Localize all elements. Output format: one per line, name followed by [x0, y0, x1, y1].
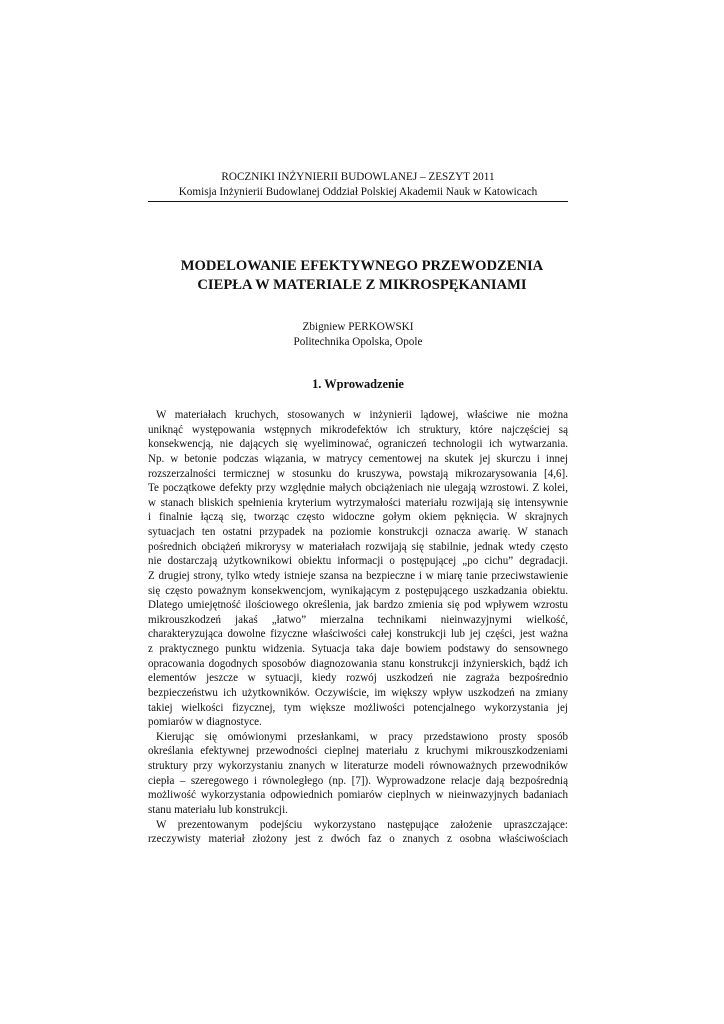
text-line: rozszerzalności termicznej w stosunku do kruszywa, powstają mikrozarysowania [4,6].: [148, 467, 568, 480]
paragraph: [148, 730, 568, 818]
journal-header: [148, 170, 568, 199]
text-line: możliwość wykorzystania odpowiednich pomiarów cieplnych w nieinwazyjnych badaniach: [148, 789, 568, 802]
paper-title: [120, 257, 604, 295]
body-text: [148, 408, 568, 847]
text-line: pośrednich obciążeń mikrorysy w materiałach rozwijają się stabilnie, jednak wtedy często: [148, 540, 568, 553]
text-line: stanu materiału lub konstrukcji.: [148, 803, 288, 816]
text-line: sytuacjach ten ostatni przypadek na poziomie konstrukcji oznacza awarię. W stanach: [148, 526, 568, 538]
text-line: konsekwencją, nie dających się wyeliminować, ograniczeń technologii ich wytwarzania.: [148, 438, 568, 451]
text-line: się często poważnym konsekwencjom, wynikającym z postępującego uszkadzania obiektu.: [148, 584, 568, 597]
text-line: z praktycznego punktu widzenia. Sytuacja taka daje bowiem podstawy do sensownego: [148, 643, 568, 655]
text-line: Kierując się omówionymi przesłankami, w pracy przedstawiono prosty sposób: [156, 730, 568, 743]
text-line: struktury przy wykorzystaniu znanych w literaturze modeli równoważnych przewodników: [148, 760, 568, 772]
section-heading: 1. Wprowadzenie: [312, 377, 404, 391]
author-affiliation: Politechnika Opolska, Opole: [293, 335, 423, 348]
text-line: w stanach bliskich spełnienia kryterium wytrzymałości materiału rozwijają się intensywnie: [148, 496, 568, 509]
text-line: i finalnie łączą się, tworząc często widoczne gołym okiem pęknięcia. W skrajnych: [148, 511, 568, 524]
author-name: Zbigniew PERKOWSKI: [302, 321, 414, 333]
text-line: mikrouszkodzeń jakaś „łatwo” mierzalna technikami nieinwazyjnymi wielkość,: [148, 613, 568, 626]
paper-title-line-1: MODELOWANIE EFEKTYWNEGO PRZEWODZENIA: [180, 258, 544, 274]
journal-publisher: Komisja Inżynierii Budowlanej Oddział Polskiej Akademii Nauk w Katowicach: [178, 185, 538, 198]
text-line: rzeczywisty materiał złożony jest z dwóch faz o znanych z osobna właściwościach: [148, 833, 568, 846]
text-line: pomiarów w diagnostyce.: [148, 716, 262, 729]
journal-title: ROCZNIKI INŻYNIERII BUDOWLANEJ – ZESZYT 2011: [221, 171, 495, 183]
text-line: Te początkowe defekty przy względnie małych obciążeniach nie ulegają wzrostowi. Z kolei,: [148, 482, 568, 495]
text-line: Dlatego umiejętność ilościowego określenia, jak bardzo zmienia się pod wpływem wzrostu: [148, 599, 568, 612]
header-rule: [148, 201, 568, 202]
text-line: elementów jeszcze w sytuacji, kiedy rozwój uszkodzeń nie zagraża bezpośrednio: [148, 672, 568, 685]
paper-title-line-2: CIEPŁA W MATERIALE Z MIKROSPĘKANIAMI: [197, 277, 527, 293]
text-line: W prezentowanym podejściu wykorzystano następujące założenie upraszczające:: [156, 818, 568, 831]
text-line: opracowania dogodnych sposobów diagnozowania stanu konstrukcji inżynierskich, bądź ich: [148, 657, 568, 670]
paragraph: [148, 408, 568, 730]
paragraph: [148, 818, 568, 847]
text-line: W materiałach kruchych, stosowanych w inżynierii lądowej, właściwe nie można: [156, 409, 568, 421]
text-line: Z drugiej strony, tylko wtedy istnieje szansa na bezpieczne i w miarę tanie przeciwstawienie: [148, 569, 568, 582]
author-block: [148, 320, 568, 349]
text-line: bezpieczeństwu ich użytkowników. Oczywiście, im większy wpływ uszkodzeń na zmiany: [148, 686, 568, 699]
text-line: uniknąć występowania wstępnych mikrodefektów ich struktury, które najczęściej są: [148, 423, 568, 436]
text-line: Np. w betonie podczas wiązania, w matrycy cementowej na skutek jej skurczu i innej: [148, 452, 568, 465]
text-line: nie dostarczają użytkownikowi obiektu informacji o postępującej „po cichu” degradacji.: [148, 555, 568, 568]
text-line: charakteryzująca dowolne fizyczne właściwości całej konstrukcji lub jej części, jest ważna: [148, 628, 568, 641]
text-line: określania efektywnej przewodności cieplnej materiału z kruchymi mikrouszkodzeniami: [148, 745, 568, 758]
text-line: takiej wielkości fizycznej, tym większe możliwości potencjalnego wykorzystania jej: [148, 701, 568, 714]
text-line: ciepła – szeregowego i równoległego (np. [7]). Wyprowadzone relacje dają bezpośrednią: [148, 774, 568, 787]
